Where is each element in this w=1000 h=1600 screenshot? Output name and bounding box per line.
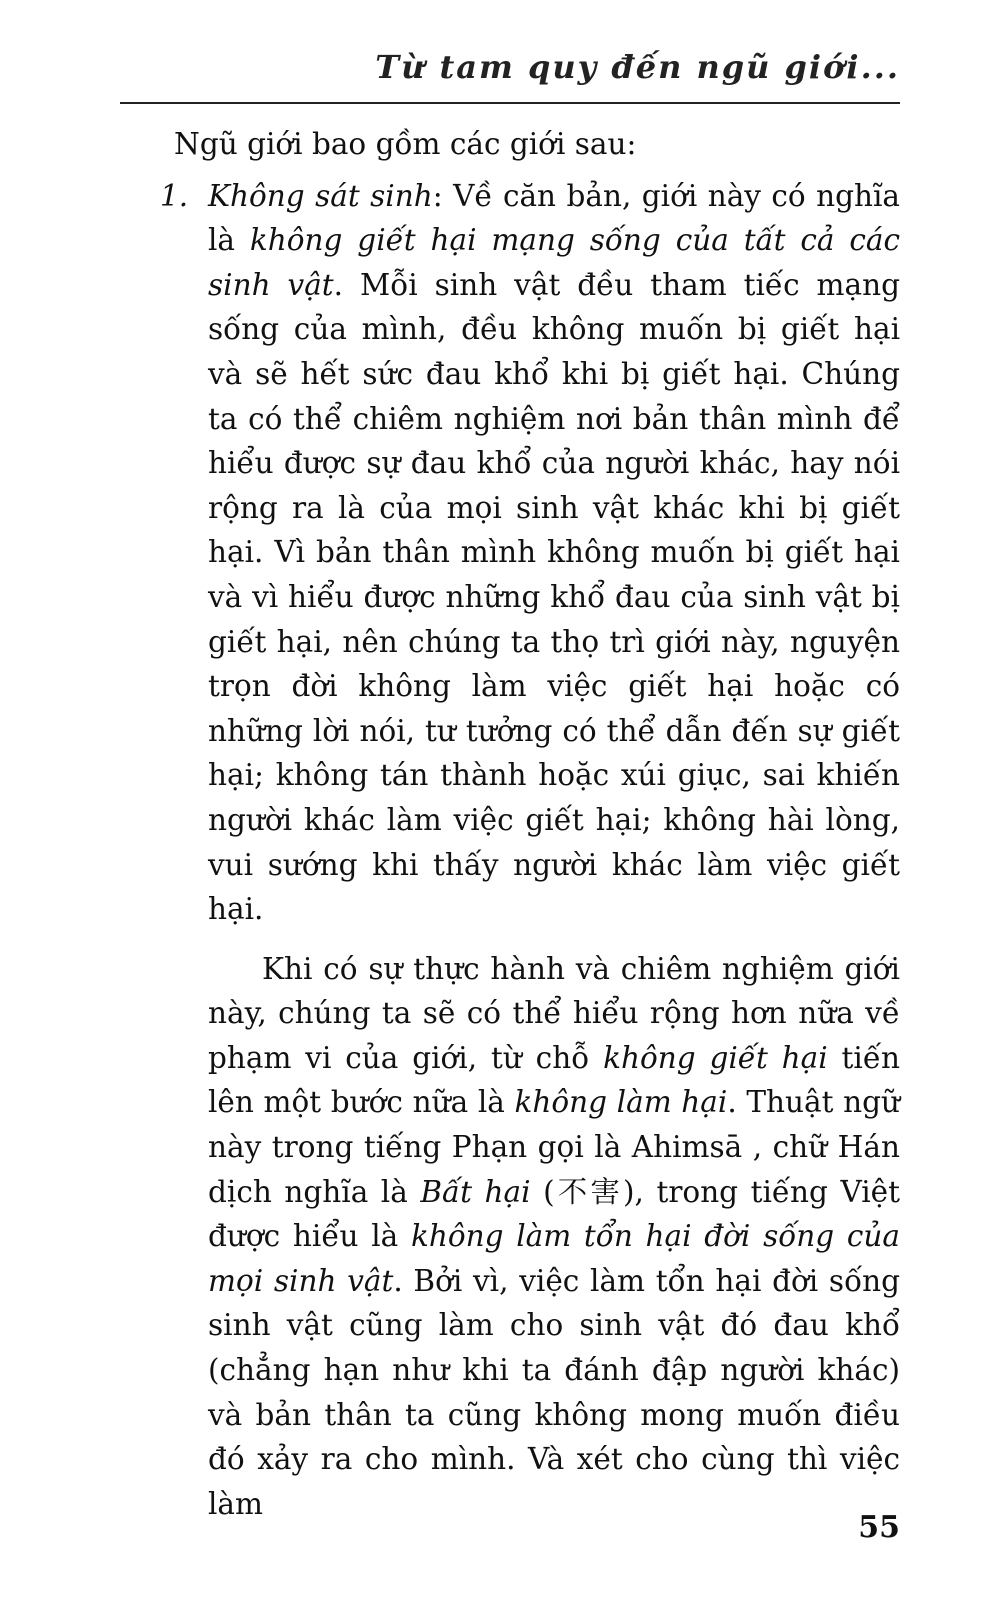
- para-text-5: . Bởi vì, việc làm tổn hại đời sống sinh vật cũng làm cho sinh vật đó đau khổ (chẳng hạn như khi ta đánh đập người khác) và bản thân ta cũng không mong muốn điều đó xảy ra cho mình. Và xét cho cùng thì việc làm: [208, 1263, 900, 1521]
- item-emphasis-1: không giết hại mạng sống của tất cả các sinh vật: [208, 223, 900, 302]
- running-head: Từ tam quy đến ngũ giới...: [375, 48, 900, 86]
- para-text-1: Khi có sự thực hành và chiêm nghiệm giới này, chúng ta sẽ có thể hiểu rộng hơn nữa về phạm vi của giới, từ chỗ: [208, 951, 900, 1075]
- item-text-2: . Mỗi sinh vật đều tham tiếc mạng sống của mình, đều không muốn bị giết hại và sẽ hết sức đau khổ khi bị giết hại. Chúng ta có thể chiêm nghiệm nơi bản thân mình để hiểu được sự đau khổ của người khác, hay nói rộng ra là của mọi sinh vật khác khi bị giết hại. Vì bản thân mình không muốn bị giết hại và vì hiểu được những khổ đau của sinh vật bị giết hại, nên chúng ta thọ trì giới này, nguyện trọn đời không làm việc giết hại hoặc có những lời nói, tư tưởng có thể dẫn đến sự giết hại; không tán thành hoặc xúi giục, sai khiến người khác làm việc giết hại; không hài lòng, vui sướng khi thấy người khác làm việc giết hại.: [208, 267, 900, 927]
- para-text-3: . Thuật ngữ này trong tiếng Phạn gọi là Ahimsā , chữ Hán dịch nghĩa là: [208, 1085, 901, 1209]
- para-text-4: (不害), trong tiếng Việt được hiểu là: [208, 1174, 900, 1254]
- header-rule: [120, 102, 900, 104]
- list-item-1: [160, 174, 900, 932]
- item-text-1: : Về căn bản, giới này có nghĩa là: [208, 178, 900, 258]
- paragraph-2: [208, 947, 900, 1527]
- para-emphasis-4: không làm tổn hại đời sống của mọi sinh vật: [208, 1219, 900, 1298]
- para-emphasis-1: không giết hại: [603, 1040, 828, 1075]
- item-term: Không sát sinh: [208, 178, 433, 213]
- item-number: 1.: [160, 178, 189, 213]
- body-text: [160, 122, 900, 1526]
- para-emphasis-2: không làm hại: [514, 1085, 728, 1120]
- para-text-2: tiến lên một bước nữa là: [208, 1040, 900, 1120]
- para-emphasis-3: Bất hại: [420, 1174, 531, 1209]
- page-number: 55: [858, 1510, 900, 1545]
- intro-line: Ngũ giới bao gồm các giới sau:: [174, 127, 637, 161]
